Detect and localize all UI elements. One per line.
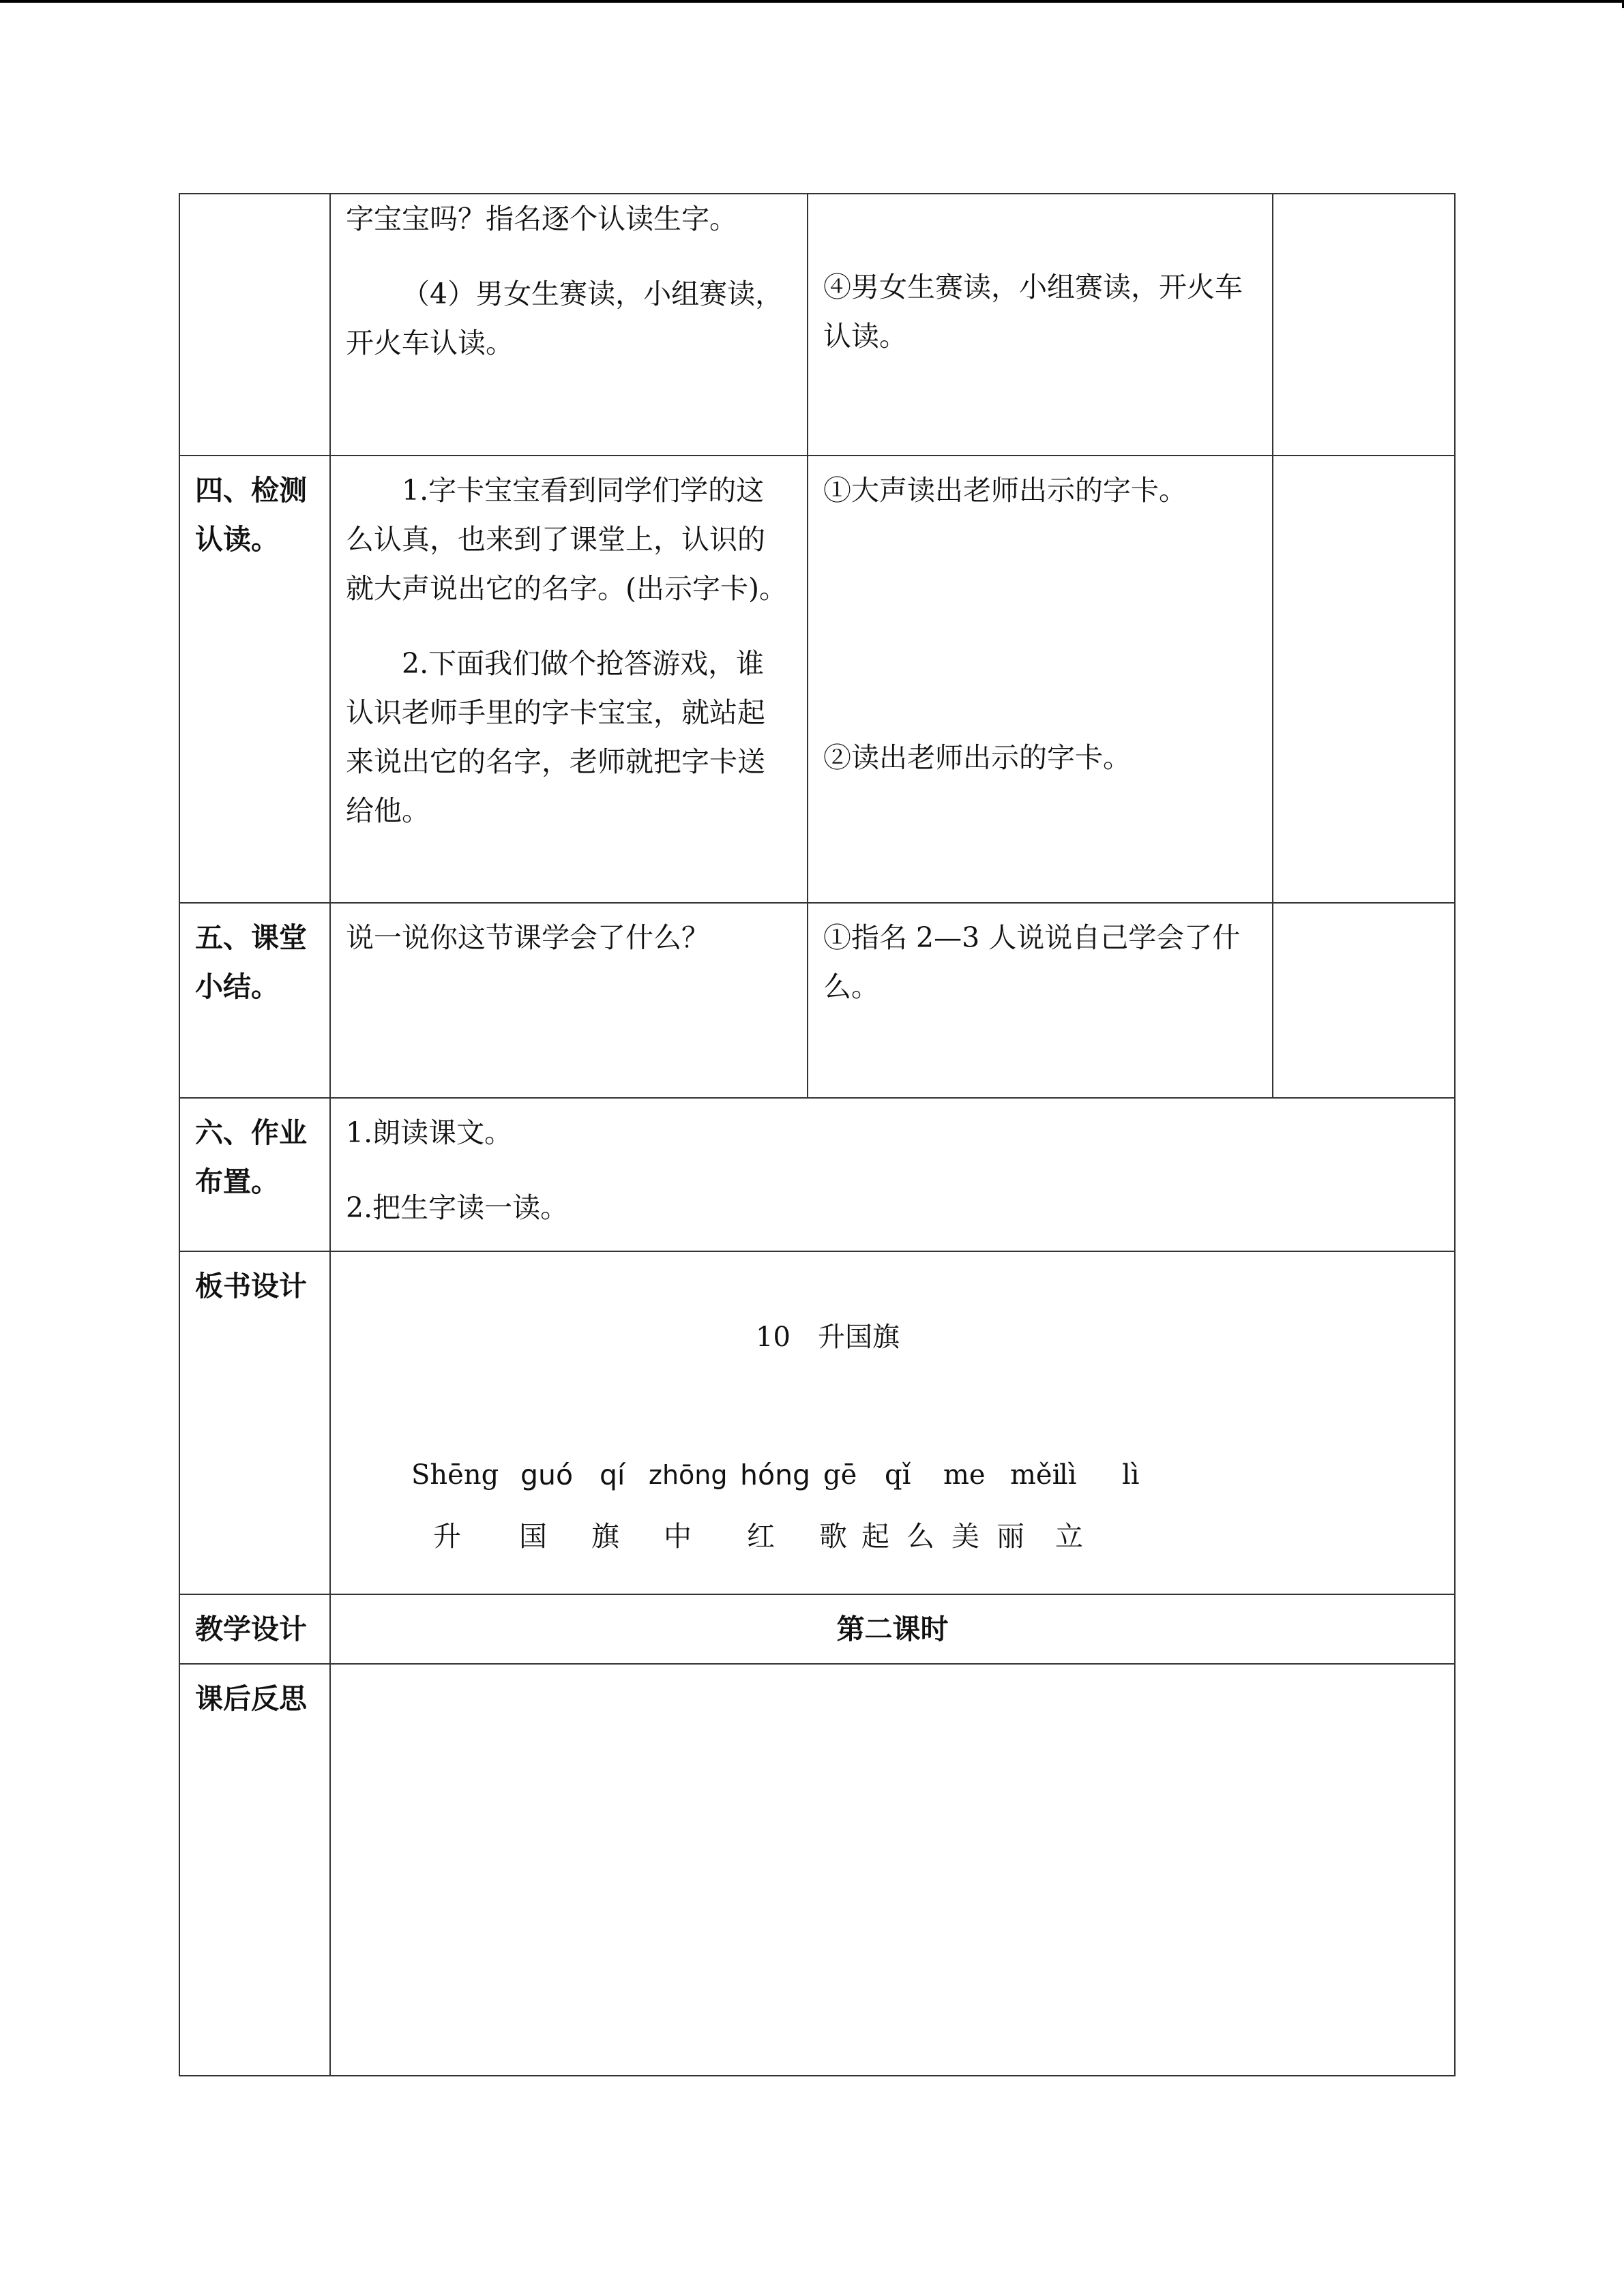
row-label-cell xyxy=(179,194,330,456)
pinyin: zhōng xyxy=(649,1460,728,1490)
pinyin: guó xyxy=(520,1459,574,1491)
student-line: ④男女生赛读，小组赛读，开火车认读。 xyxy=(823,271,1243,353)
hanzi: 中 xyxy=(664,1520,692,1553)
hanzi: 旗 xyxy=(591,1520,619,1553)
notes-cell xyxy=(1273,194,1455,456)
teacher-line: （4）男女生赛读，小组赛读，开火车认读。 xyxy=(346,278,784,359)
section-label: 四、检测认读。 xyxy=(179,456,330,903)
student-activity-cell xyxy=(808,194,1273,456)
hanzi: 歌 xyxy=(819,1520,847,1553)
pinyin: gē xyxy=(823,1459,857,1491)
hanzi: 红 xyxy=(747,1520,775,1553)
pinyin: qí xyxy=(600,1459,625,1491)
hanzi: 国 xyxy=(519,1520,547,1553)
board-cell xyxy=(330,1251,1455,1594)
table-row-check-reading xyxy=(179,456,1455,903)
hanzi: 立 xyxy=(1055,1520,1083,1553)
table-row-board-design xyxy=(179,1251,1455,1594)
homework-cell xyxy=(330,1098,1455,1251)
board-title: 10 升国旗 xyxy=(756,1322,900,1353)
section-label: 教学设计 xyxy=(179,1594,330,1664)
table-row-continuation xyxy=(179,194,1455,456)
section-label: 板书设计 xyxy=(179,1251,330,1594)
section-label: 六、作业布置。 xyxy=(179,1098,330,1251)
spacer xyxy=(823,515,1257,733)
hanzi: 么 xyxy=(906,1520,934,1553)
section-label: 五、课堂小结。 xyxy=(179,903,330,1098)
teacher-activity-cell xyxy=(330,194,808,456)
homework-item: 2.把生字读一读。 xyxy=(346,1191,569,1224)
pinyin: Shēng xyxy=(411,1459,499,1491)
hanzi-row xyxy=(346,1512,1439,1573)
pinyin: lì xyxy=(1122,1459,1140,1491)
hanzi: 丽 xyxy=(996,1520,1024,1553)
student-line: ①大声读出老师出示的字卡。 xyxy=(823,474,1187,507)
pinyin: qǐ xyxy=(885,1459,911,1491)
student-line: ②读出老师出示的字卡。 xyxy=(823,741,1131,774)
teacher-activity-cell: 说一说你这节课学会了什么？ xyxy=(330,903,808,1098)
teacher-line: 2.下面我们做个抢答游戏，谁认识老师手里的字卡宝宝，就站起来说出它的名字，老师就把字卡送给他。 xyxy=(346,647,765,827)
table-row-teaching-design xyxy=(179,1594,1455,1664)
hanzi: 升 xyxy=(433,1520,461,1553)
lesson-period: 第二课时 xyxy=(330,1594,1455,1664)
notes-cell xyxy=(1273,456,1455,903)
pinyin-row xyxy=(346,1450,1439,1512)
table-row-homework xyxy=(179,1098,1455,1251)
section-label: 课后反思 xyxy=(179,1664,330,2076)
lesson-plan-table xyxy=(179,193,1456,2076)
pinyin: měi xyxy=(1010,1459,1061,1491)
teacher-line: 字宝宝吗？指名逐个认读生字。 xyxy=(346,203,737,235)
hanzi: 美 xyxy=(951,1520,979,1553)
pinyin: lì xyxy=(1059,1459,1077,1491)
teacher-activity-cell xyxy=(330,456,808,903)
notes-cell xyxy=(1273,903,1455,1098)
teacher-line: 1.字卡宝宝看到同学们学的这么认真，也来到了课堂上，认识的就大声说出它的名字。(出示字卡)。 xyxy=(346,474,787,605)
pinyin: hóng xyxy=(740,1459,811,1491)
student-activity-cell xyxy=(808,456,1273,903)
page-top-border xyxy=(0,0,1623,3)
homework-item: 1.朗读课文。 xyxy=(346,1116,513,1149)
hanzi: 起 xyxy=(861,1520,889,1553)
student-activity-cell: ①指名 2—3 人说说自己学会了什么。 xyxy=(808,903,1273,1098)
table-row-reflection xyxy=(179,1664,1455,2076)
table-row-summary xyxy=(179,903,1455,1098)
pinyin: me xyxy=(943,1459,986,1491)
reflection-cell xyxy=(330,1664,1455,2076)
